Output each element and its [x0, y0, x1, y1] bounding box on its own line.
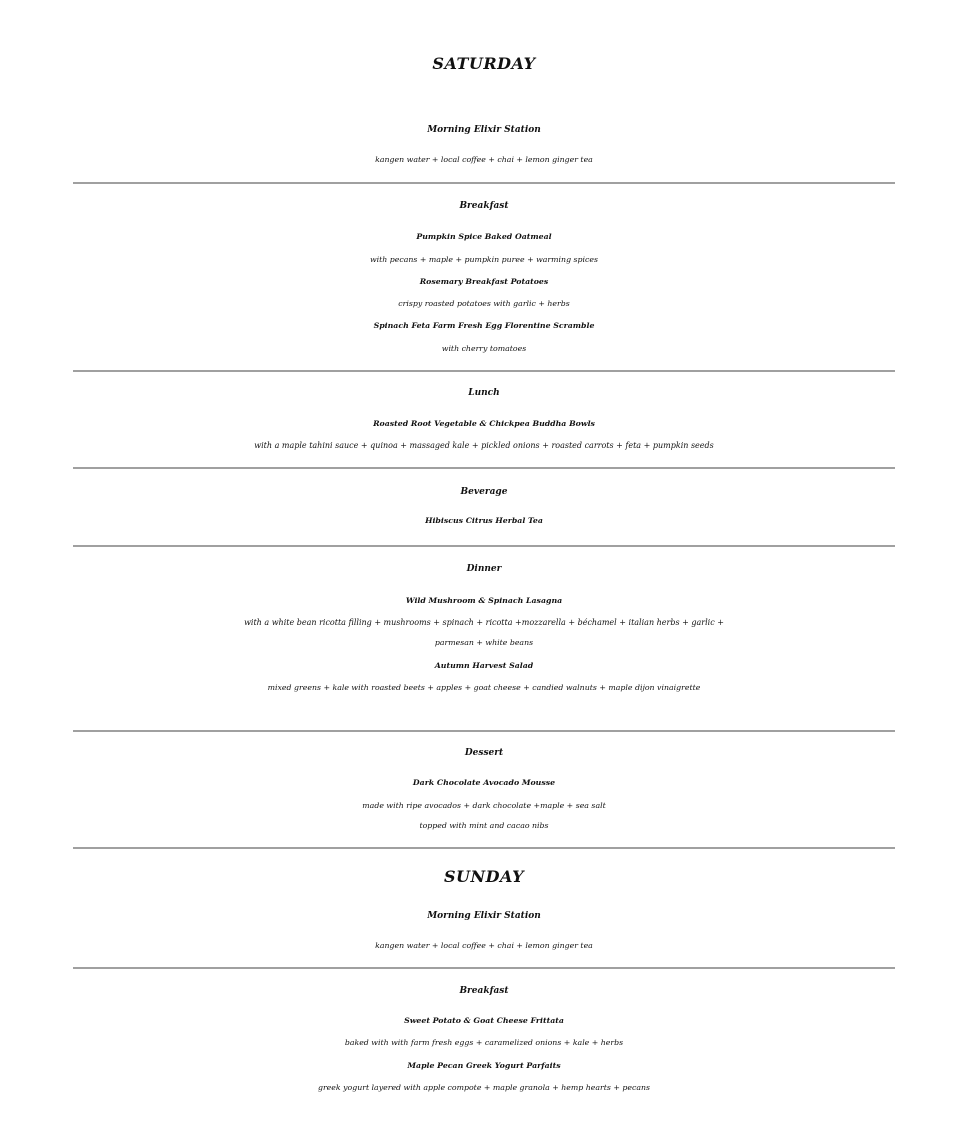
item-description: with a white bean ricotta filling + mushrooms + spinach + ricotta +mozzarella + béchamel + italian herbs + garlic + — [244, 618, 724, 627]
item-description: baked with with farm fresh eggs + caramelized onions + kale + herbs — [344, 1038, 624, 1047]
section-divider — [73, 182, 895, 184]
section-title-morning-elixir: Morning Elixir Station — [427, 125, 541, 135]
section-title-morning-elixir: Morning Elixir Station — [427, 911, 541, 921]
item-description: topped with mint and cacao nibs — [419, 821, 549, 830]
item-description: crispy roasted potatoes with garlic + herbs — [398, 299, 570, 308]
section-title-breakfast: Breakfast — [459, 201, 509, 211]
item-description: mixed greens + kale with roasted beets + apples + goat cheese + candied walnuts + maple dijon vinaigrette — [267, 683, 701, 692]
section-divider — [73, 370, 895, 372]
section-title-dessert: Dessert — [464, 748, 504, 758]
menu-item-name: Sweet Potato & Goat Cheese Frittata — [404, 1016, 564, 1025]
menu-item-name: Rosemary Breakfast Potatoes — [419, 277, 549, 286]
menu-item-name: Autumn Harvest Salad — [434, 661, 534, 670]
section-title-lunch: Lunch — [468, 388, 500, 398]
day-heading-saturday: SATURDAY — [432, 54, 536, 73]
section-divider — [73, 847, 895, 849]
item-description: with a maple tahini sauce + quinoa + massaged kale + pickled onions + roasted carrots + feta + pumpkin seeds — [254, 441, 714, 450]
section-title-beverage: Beverage — [460, 487, 508, 497]
day-heading-sunday: SUNDAY — [443, 867, 525, 886]
item-description: greek yogurt layered with apple compote + maple granola + hemp hearts + pecans — [317, 1083, 651, 1092]
section-divider — [73, 467, 895, 469]
item-description: made with ripe avocados + dark chocolate +maple + sea salt — [362, 801, 606, 810]
menu-item-name: Pumpkin Spice Baked Oatmeal — [416, 232, 552, 241]
section-divider — [73, 545, 895, 547]
section-divider — [73, 967, 895, 969]
menu-item-name: Wild Mushroom & Spinach Lasagna — [405, 596, 563, 605]
item-description: parmesan + white beans — [434, 638, 534, 647]
item-description: kangen water + local coffee + chai + lemon ginger tea — [375, 155, 593, 164]
section-divider — [73, 730, 895, 732]
item-description: with pecans + maple + pumpkin puree + warming spices — [369, 255, 599, 264]
section-title-breakfast: Breakfast — [459, 986, 509, 996]
menu-item-name: Hibiscus Citrus Herbal Tea — [425, 516, 543, 525]
menu-item-name: Roasted Root Vegetable & Chickpea Buddha Bowls — [373, 419, 595, 428]
menu-item-name: Dark Chocolate Avocado Mousse — [412, 778, 556, 787]
item-description: kangen water + local coffee + chai + lemon ginger tea — [375, 941, 593, 950]
item-description: with cherry tomatoes — [441, 344, 527, 353]
menu-item-name: Spinach Feta Farm Fresh Egg Florentine Scramble — [373, 321, 595, 330]
section-title-dinner: Dinner — [466, 564, 502, 574]
menu-item-name: Maple Pecan Greek Yogurt Parfaits — [407, 1061, 561, 1070]
